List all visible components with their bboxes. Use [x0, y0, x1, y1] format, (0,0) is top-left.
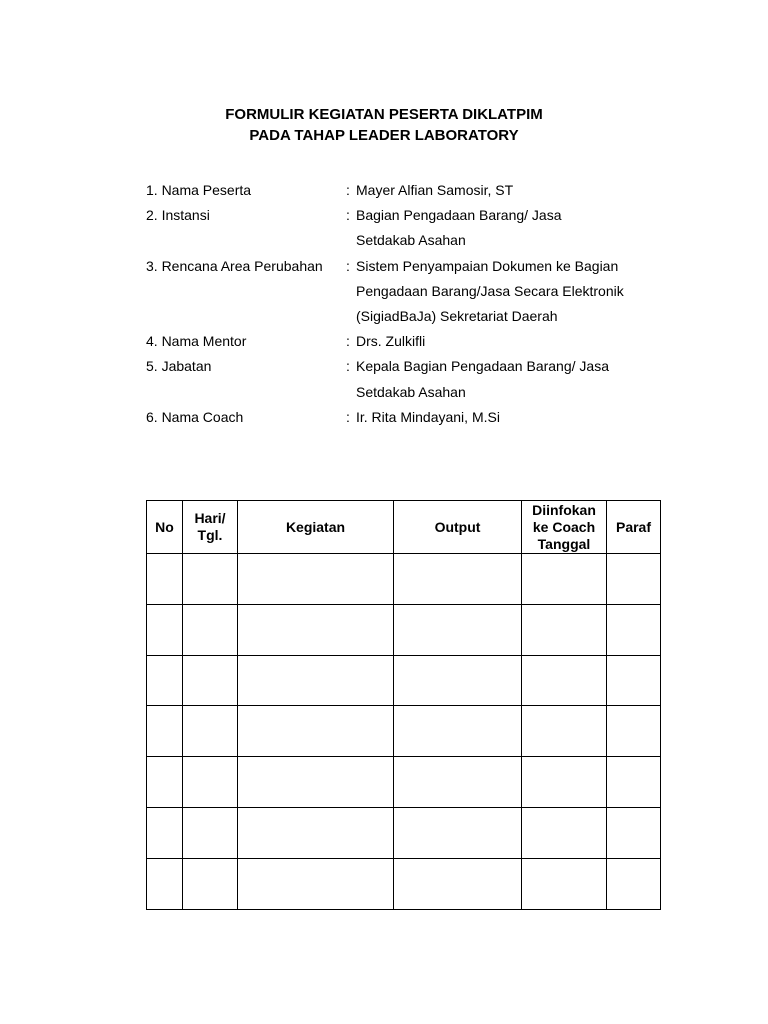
- info-row: [146, 356, 686, 381]
- output-cell[interactable]: [394, 858, 522, 909]
- info-separator: [346, 281, 356, 306]
- info-row: [146, 382, 686, 407]
- kegiatan-cell[interactable]: [238, 757, 394, 808]
- info-row: [146, 256, 686, 281]
- diinfokan-cell[interactable]: [522, 757, 607, 808]
- header-line: ke Coach: [532, 518, 596, 535]
- header-line: Diinfokan: [532, 501, 596, 518]
- info-label: [146, 306, 346, 331]
- info-value: Bagian Pengadaan Barang/ Jasa: [356, 207, 562, 224]
- no-cell[interactable]: [147, 706, 183, 757]
- table-row: [147, 706, 661, 757]
- table-row: [147, 655, 661, 706]
- diinfokan-cell[interactable]: [522, 554, 607, 605]
- info-row: [146, 180, 686, 205]
- info-label: 5. Jabatan: [146, 358, 212, 375]
- hari-tgl-cell[interactable]: [183, 858, 238, 909]
- paraf-cell[interactable]: [607, 757, 661, 808]
- info-label: [146, 230, 346, 255]
- column-header-kegiatan: Kegiatan: [238, 501, 394, 554]
- column-header-diinfokan: [522, 501, 607, 554]
- info-separator: :: [346, 207, 350, 224]
- diinfokan-cell[interactable]: [522, 858, 607, 909]
- no-cell[interactable]: [147, 554, 183, 605]
- hari-tgl-cell[interactable]: [183, 706, 238, 757]
- info-separator: :: [346, 358, 350, 375]
- hari-tgl-cell[interactable]: [183, 757, 238, 808]
- diinfokan-cell[interactable]: [522, 706, 607, 757]
- paraf-cell[interactable]: [607, 706, 661, 757]
- header-line: Tgl.: [197, 527, 223, 543]
- info-value: Pengadaan Barang/Jasa Secara Elektronik: [356, 282, 624, 299]
- output-cell[interactable]: [394, 807, 522, 858]
- column-header-paraf: Paraf: [607, 501, 661, 554]
- output-cell[interactable]: [394, 554, 522, 605]
- kegiatan-cell[interactable]: [238, 706, 394, 757]
- table-row: [147, 858, 661, 909]
- diinfokan-cell[interactable]: [522, 655, 607, 706]
- no-cell[interactable]: [147, 858, 183, 909]
- diinfokan-cell[interactable]: [522, 807, 607, 858]
- info-separator: [346, 230, 356, 255]
- hari-tgl-cell[interactable]: [183, 807, 238, 858]
- table-row: [147, 807, 661, 858]
- info-separator: [346, 306, 356, 331]
- output-cell[interactable]: [394, 706, 522, 757]
- info-row: [146, 407, 686, 432]
- form-title: [0, 104, 768, 146]
- participant-info: [146, 180, 686, 432]
- form-title-line-2: PADA TAHAP LEADER LABORATORY: [249, 127, 519, 144]
- no-cell[interactable]: [147, 604, 183, 655]
- info-value: Mayer Alfian Samosir, ST: [356, 182, 514, 198]
- info-row: [146, 331, 686, 356]
- info-label: [146, 382, 346, 407]
- kegiatan-cell[interactable]: [238, 807, 394, 858]
- output-cell[interactable]: [394, 655, 522, 706]
- header-line: Tanggal: [537, 535, 591, 552]
- info-label: 2. Instansi: [146, 207, 210, 224]
- kegiatan-cell[interactable]: [238, 554, 394, 605]
- info-value: Drs. Zulkifli: [356, 333, 426, 350]
- kegiatan-cell[interactable]: [238, 858, 394, 909]
- info-label: [146, 281, 346, 306]
- column-header-no: No: [147, 501, 183, 554]
- info-label: 6. Nama Coach: [146, 408, 244, 425]
- kegiatan-cell[interactable]: [238, 655, 394, 706]
- info-separator: :: [346, 257, 350, 274]
- hari-tgl-cell[interactable]: [183, 554, 238, 605]
- paraf-cell[interactable]: [607, 604, 661, 655]
- table-header-row: [147, 501, 661, 554]
- info-value: Setdakab Asahan: [356, 232, 466, 249]
- table-row: [147, 757, 661, 808]
- diinfokan-cell[interactable]: [522, 604, 607, 655]
- info-value: Setdakab Asahan: [356, 383, 466, 400]
- info-value: Kepala Bagian Pengadaan Barang/ Jasa: [356, 358, 609, 375]
- paraf-cell[interactable]: [607, 655, 661, 706]
- info-separator: :: [346, 333, 350, 350]
- no-cell[interactable]: [147, 757, 183, 808]
- table-row: [147, 604, 661, 655]
- info-label: 1. Nama Peserta: [146, 182, 252, 198]
- info-row: [146, 205, 686, 230]
- column-header-output: Output: [394, 501, 522, 554]
- paraf-cell[interactable]: [607, 807, 661, 858]
- paraf-cell[interactable]: [607, 858, 661, 909]
- form-title-line-1: FORMULIR KEGIATAN PESERTA DIKLATPIM: [225, 106, 543, 123]
- hari-tgl-cell[interactable]: [183, 655, 238, 706]
- info-separator: :: [346, 408, 350, 425]
- info-value: Ir. Rita Mindayani, M.Si: [356, 408, 500, 425]
- info-value: (SigiadBaJa) Sekretariat Daerah: [356, 307, 558, 324]
- info-label: 4. Nama Mentor: [146, 333, 247, 350]
- info-row: [146, 230, 686, 255]
- output-cell[interactable]: [394, 604, 522, 655]
- no-cell[interactable]: [147, 655, 183, 706]
- hari-tgl-cell[interactable]: [183, 604, 238, 655]
- kegiatan-cell[interactable]: [238, 604, 394, 655]
- column-header-hari-tgl: [183, 501, 238, 554]
- info-separator: [346, 382, 356, 407]
- info-row: [146, 281, 686, 306]
- table-row: [147, 554, 661, 605]
- paraf-cell[interactable]: [607, 554, 661, 605]
- output-cell[interactable]: [394, 757, 522, 808]
- info-label: 3. Rencana Area Perubahan: [146, 257, 323, 274]
- info-separator: :: [346, 182, 350, 198]
- info-row: [146, 306, 686, 331]
- activity-table: [146, 500, 661, 910]
- header-line: Hari/: [194, 510, 226, 526]
- info-value: Sistem Penyampaian Dokumen ke Bagian: [356, 257, 619, 274]
- no-cell[interactable]: [147, 807, 183, 858]
